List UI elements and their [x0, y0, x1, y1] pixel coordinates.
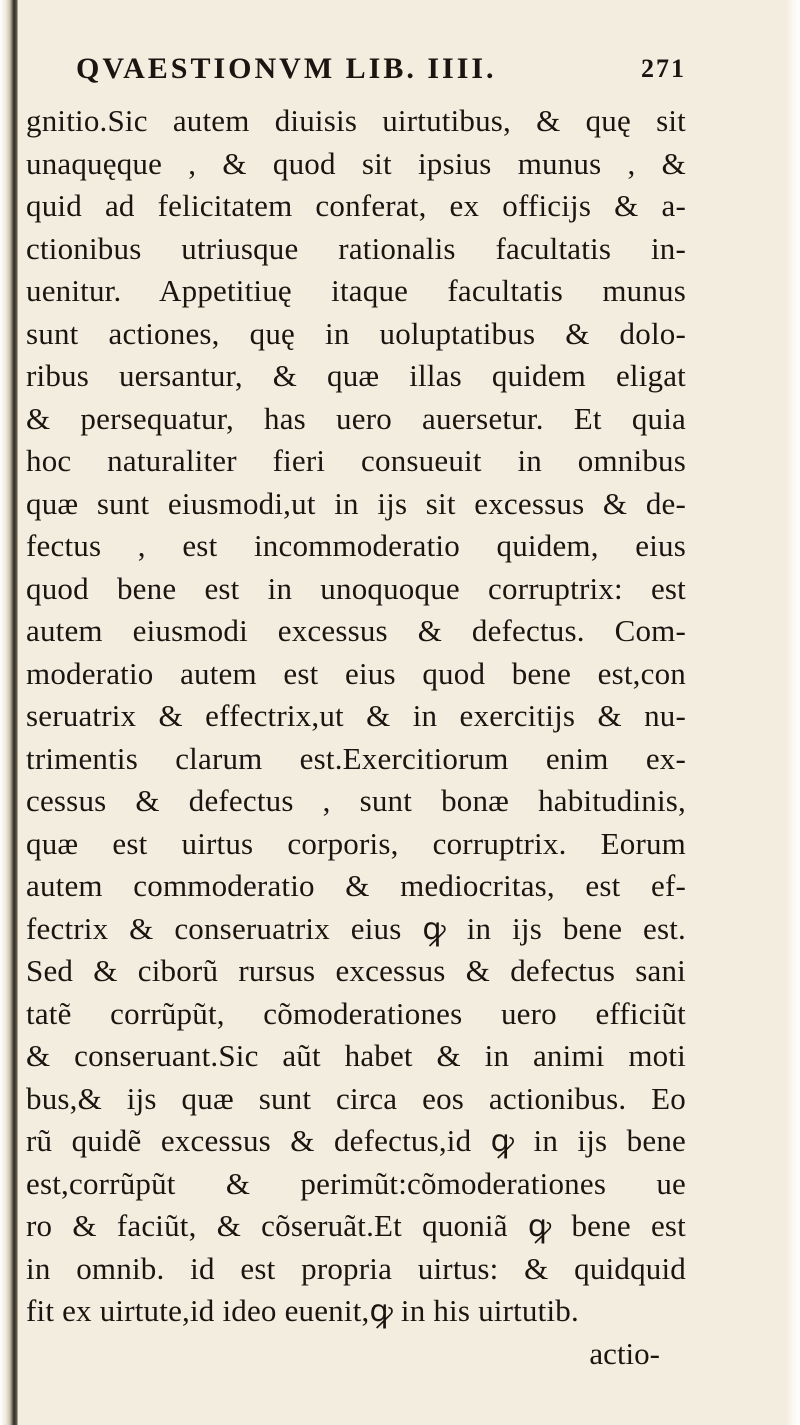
text-line: quæ est uirtus corporis, corruptrix. Eorum — [26, 825, 686, 861]
text-line: tatẽ corrũpũt, cõmoderationes uero efficiũt — [26, 995, 686, 1031]
text-line: ro & faciũt, & cõseruãt.Et quoniã ꝙ bene est — [26, 1208, 686, 1243]
text-line: Sed & ciborũ rursus excessus & defectus sani — [26, 953, 686, 988]
text-line: fectrix & conseruatrix eius ꝙ in ijs bene est. — [26, 910, 686, 946]
binding-gutter — [0, 0, 18, 1425]
text-line: gnitio.Sic autem diuisis uirtutibus, & quę sit — [26, 103, 686, 138]
body-text — [26, 100, 686, 1375]
text-line: ctionibus utriusque rationalis facultatis in- — [26, 230, 686, 266]
text-line: est,corrũpũt & perimũt:cõmoderationes ue — [26, 1165, 686, 1201]
folio-number: 271 — [641, 54, 686, 83]
text-line: rũ quidẽ excessus & defectus,id ꝙ in ijs bene — [26, 1123, 686, 1158]
text-line: quod bene est in unoquoque corruptrix: est — [26, 570, 686, 606]
running-head-title: QVAESTIONVM LIB. IIII. — [76, 52, 497, 85]
page-content — [26, 44, 686, 1375]
text-line: fit ex uirtute,id ideo euenit,ꝙ in his uirtutib. — [26, 1293, 579, 1328]
text-line: & persequatur, has uero auersetur. Et quia — [26, 400, 686, 436]
text-line: moderatio autem est eius quod bene est,con — [26, 655, 686, 691]
text-line: seruatrix & effectrix,ut & in exercitijs & nu- — [26, 698, 686, 733]
text-line: in omnib. id est propria uirtus: & quidquid — [26, 1250, 686, 1286]
text-line: autem eiusmodi excessus & defectus. Com- — [26, 613, 686, 648]
text-line: hoc naturaliter fieri consueuit in omnibus — [26, 443, 686, 478]
text-line: unaquęque , & quod sit ipsius munus , & — [26, 145, 686, 181]
text-line: uenitur. Appetitiuę itaque facultatis munus — [26, 273, 686, 308]
catchword: actio- — [589, 1335, 660, 1371]
text-line: & conseruant.Sic aũt habet & in animi moti — [26, 1038, 686, 1073]
text-line: quæ sunt eiusmodi,ut in ijs sit excessus & de- — [26, 485, 686, 521]
text-line: fectus , est incommoderatio quidem, eius — [26, 528, 686, 563]
running-head — [26, 44, 686, 94]
text-line: ribus uersantur, & quæ illas quidem eligat — [26, 358, 686, 393]
text-line: quid ad felicitatem conferat, ex officijs & a- — [26, 188, 686, 223]
text-line: sunt actiones, quę in uoluptatibus & dolo- — [26, 315, 686, 351]
text-line: autem commoderatio & mediocritas, est ef- — [26, 868, 686, 903]
text-line: cessus & defectus , sunt bonæ habitudinis, — [26, 783, 686, 818]
text-line: bus,& ijs quæ sunt circa eos actionibus. Eo — [26, 1080, 686, 1116]
page-edge — [786, 0, 800, 1425]
text-line: trimentis clarum est.Exercitiorum enim ex- — [26, 740, 686, 776]
